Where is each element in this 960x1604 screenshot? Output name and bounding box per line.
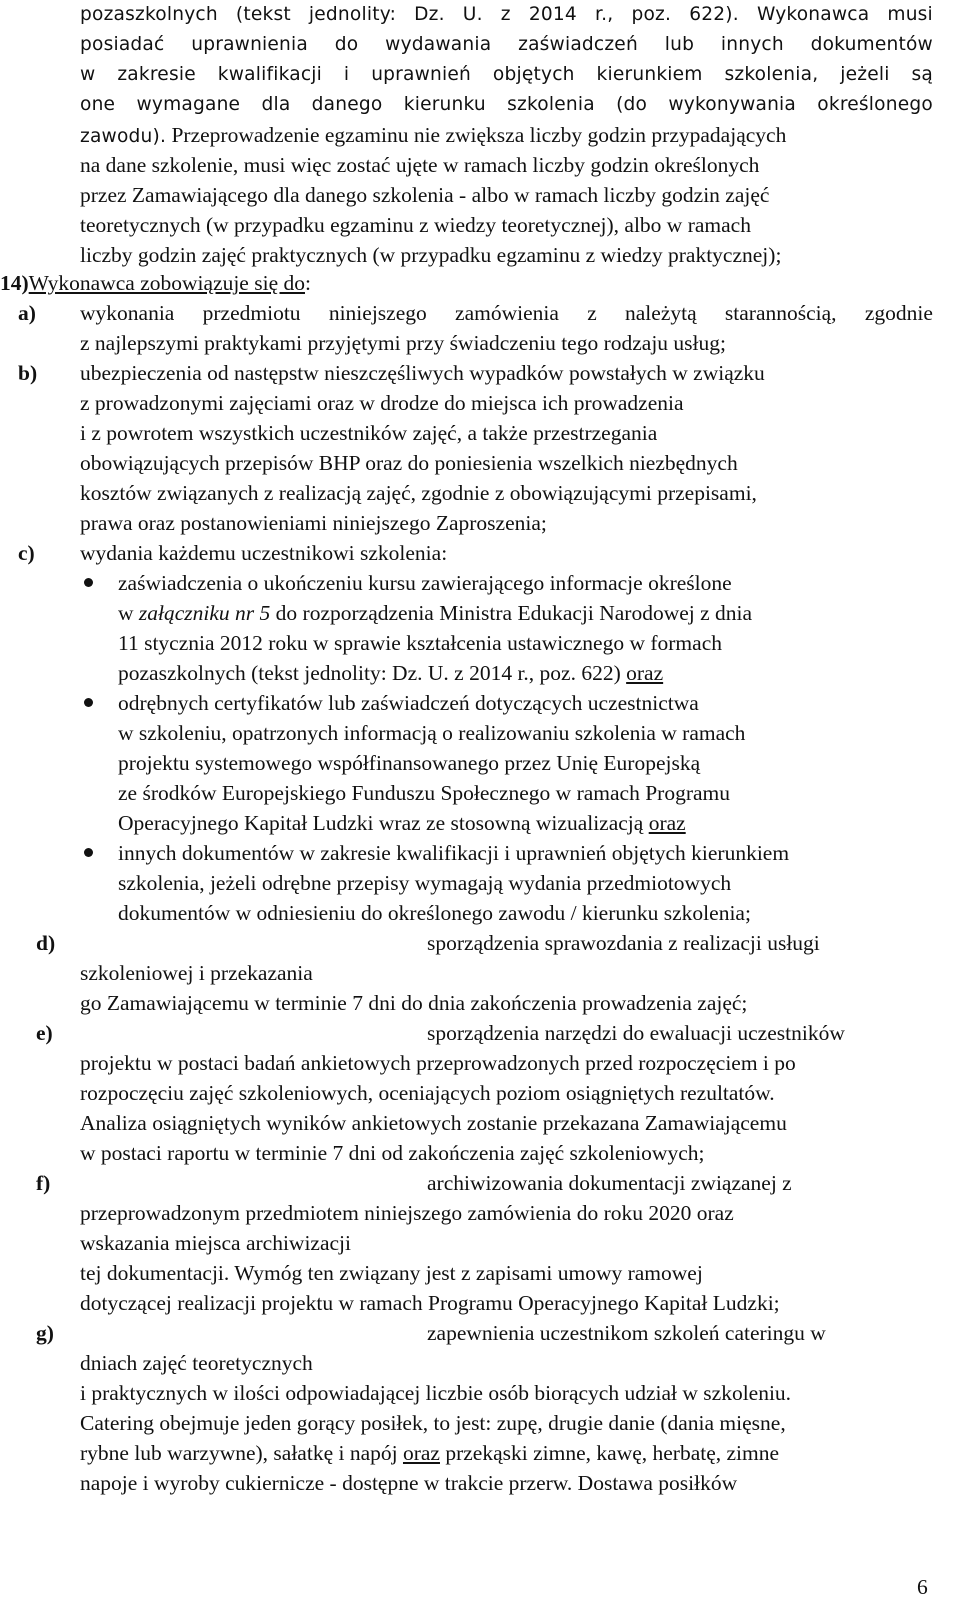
item-f-text: przeprowadzonym przedmiotem niniejszego zamówienia do roku 2020 oraz: [80, 1201, 734, 1225]
item-f-text: archiwizowania dokumentacji związanej z: [427, 1171, 792, 1195]
item-e-text: projektu w postaci badań ankietowych przeprowadzonych przed rozpoczęciem i po: [80, 1051, 796, 1075]
word: do: [334, 34, 359, 55]
item-marker-d: d): [36, 931, 56, 955]
word: (tekst: [235, 4, 291, 25]
section-label: Wykonawca zobowiązuje się do: [28, 271, 305, 295]
word: niniejszego: [328, 301, 427, 325]
item-marker-g: g): [36, 1321, 54, 1345]
word: szkolenia: [507, 94, 595, 115]
word: innych: [720, 34, 784, 55]
text-line: teoretycznych (w przypadku egzaminu z wiedzy teoretycznej), albo w ramach: [80, 213, 751, 237]
word: kierunkiem: [596, 64, 703, 85]
word: uprawnienia: [191, 34, 309, 55]
item-f-text: wskazania miejsca archiwizacji: [80, 1231, 351, 1255]
bullet-3-text: szkolenia, jeżeli odrębne przepisy wymagają wydania przedmiotowych: [118, 871, 732, 895]
item-e-text: w postaci raportu w terminie 7 dni od zakończenia zajęć szkoleniowych;: [80, 1141, 705, 1165]
bullet-icon: [84, 698, 93, 707]
word: danego: [311, 94, 383, 115]
word: określonego: [817, 94, 933, 115]
word: U.: [462, 4, 483, 25]
bullet-1-text: zaświadczenia o ukończeniu kursu zawierającego informacje określone: [118, 571, 732, 595]
word: r.,: [595, 4, 614, 25]
word: wykonywania: [668, 94, 797, 115]
bullet-2-text: projektu systemowego współfinansowanego przez Unię Europejską: [118, 751, 701, 775]
bullet-2-text: w szkoleniu, opatrzonych informacją o realizowaniu szkolenia w ramach: [118, 721, 746, 745]
word: zakresie: [117, 64, 196, 85]
word: dla: [261, 94, 291, 115]
item-g-text: i praktycznych w ilości odpowiadającej liczbie osób biorących udział w szkoleniu.: [80, 1381, 792, 1405]
word: lub: [664, 34, 695, 55]
item-marker-a: a): [18, 301, 36, 325]
word: jednolity:: [308, 4, 397, 25]
word: jeżeli: [840, 64, 890, 85]
item-b-text: kosztów związanych z realizacją zajęć, zgodnie z obowiązującymi przepisami,: [80, 481, 757, 505]
bullet-1-text: pozaszkolnych (tekst jednolity: Dz. U. z 2014 r., poz. 622) oraz: [118, 661, 664, 685]
word: zamówienia: [455, 301, 559, 325]
text-line: na dane szkolenie, musi więc zostać ujęte w ramach liczby godzin określonych: [80, 153, 760, 177]
item-b-text: i z powrotem wszystkich uczestników zajęć, a także przestrzegania: [80, 421, 658, 445]
item-marker-c: c): [18, 541, 35, 565]
word: Wykonawca: [756, 4, 870, 25]
item-g-text: Catering obejmuje jeden gorący posiłek, to jest: zupę, drugie danie (dania mięsne,: [80, 1411, 786, 1435]
bullet-2-text: odrębnych certyfikatów lub zaświadczeń dotyczących uczestnictwa: [118, 691, 699, 715]
word: Dz.: [414, 4, 445, 25]
word: starannością,: [724, 301, 837, 325]
item-g-text: zapewnienia uczestnikom szkoleń cateringu w: [427, 1321, 826, 1345]
word: dokumentów: [810, 34, 933, 55]
bullet-1-text: w załączniku nr 5 do rozporządzenia Ministra Edukacji Narodowej z dnia: [118, 601, 753, 625]
bullet-icon: [84, 578, 93, 587]
word: (do: [616, 94, 648, 115]
item-d-text: szkoleniowej i przekazania: [80, 961, 313, 985]
text-line: [80, 60, 933, 90]
item-g-text: napoje i wyroby cukiernicze - dostępne w trakcie przerw. Dostawa posiłków: [80, 1471, 738, 1495]
word: zgodnie: [864, 301, 933, 325]
word: należytą: [625, 301, 697, 325]
word: z: [500, 4, 511, 25]
item-e-text: sporządzenia narzędzi do ewaluacji uczestników: [427, 1021, 845, 1045]
word: w: [80, 64, 96, 85]
bullet-2-text: ze środków Europejskiego Funduszu Społecznego w ramach Programu: [118, 781, 731, 805]
section-colon: :: [304, 271, 311, 295]
word: objętych: [492, 64, 575, 85]
section-number: 14): [0, 271, 29, 295]
item-b-text: prawa oraz postanowieniami niniejszego Zaproszenia;: [80, 511, 547, 535]
bullet-3-text: innych dokumentów w zakresie kwalifikacji i uprawnień objętych kierunkiem: [118, 841, 790, 865]
item-b-text: z prowadzonymi zajęciami oraz w drodze do miejsca ich prowadzenia: [80, 391, 684, 415]
word: pozaszkolnych: [80, 4, 218, 25]
word: zaświadczeń: [518, 34, 638, 55]
word: 622).: [689, 4, 739, 25]
item-marker-e: e): [36, 1021, 53, 1045]
word: posiadać: [80, 34, 165, 55]
word: szkolenia,: [724, 64, 819, 85]
word: musi: [887, 4, 933, 25]
word: 2014: [528, 4, 577, 25]
text-line: [80, 30, 933, 60]
section-14-heading: [0, 268, 311, 298]
text-line: [80, 0, 933, 30]
item-c-intro: wydania każdemu uczestnikowi szkolenia:: [80, 541, 448, 565]
bullet-2-text: Operacyjnego Kapitał Ludzki wraz ze stosowną wizualizacją oraz: [118, 811, 686, 835]
item-marker-f: f): [36, 1171, 51, 1195]
word: one: [80, 94, 116, 115]
text-line: przez Zamawiającego dla danego szkolenia - albo w ramach liczby godzin zajęć: [80, 183, 770, 207]
item-d-text: go Zamawiającemu w terminie 7 dni do dnia zakończenia prowadzenia zajęć;: [80, 991, 748, 1015]
item-b-text: ubezpieczenia od następstw nieszczęśliwych wypadków powstałych w związku: [80, 361, 765, 385]
word: kierunku: [403, 94, 486, 115]
item-e-text: Analiza osiągniętych wyników ankietowych zostanie przekazana Zamawiającemu: [80, 1111, 787, 1135]
word: wydawania: [385, 34, 492, 55]
text-line: zawodu). Przeprowadzenie egzaminu nie zwiększa liczby godzin przypadających: [80, 123, 787, 147]
item-d-text: sporządzenia sprawozdania z realizacji usługi: [427, 931, 820, 955]
word: poz.: [631, 4, 672, 25]
bullet-3-text: dokumentów w odniesieniu do określonego zawodu / kierunku szkolenia;: [118, 901, 751, 925]
bullet-icon: [84, 848, 93, 857]
bullet-1-text: 11 stycznia 2012 roku w sprawie kształcenia ustawicznego w formach: [118, 631, 722, 655]
item-g-text: dniach zajęć teoretycznych: [80, 1351, 313, 1375]
word: wykonania: [80, 301, 175, 325]
word: uprawnień: [371, 64, 471, 85]
text-line: [80, 90, 933, 120]
word: przedmiotu: [202, 301, 301, 325]
item-marker-b: b): [18, 361, 38, 385]
item-f-text: dotyczącej realizacji projektu w ramach Programu Operacyjnego Kapitał Ludzki;: [80, 1291, 780, 1315]
item-g-text: rybne lub warzywne), sałatkę i napój oraz przekąski zimne, kawę, herbatę, zimne: [80, 1441, 780, 1465]
item-b-text: obowiązujących przepisów BHP oraz do poniesienia wszelkich niezbędnych: [80, 451, 738, 475]
item-e-text: rozpoczęciu zajęć szkoleniowych, oceniających poziom osiągniętych rezultatów.: [80, 1081, 775, 1105]
item-f-text: tej dokumentacji. Wymóg ten związany jest z zapisami umowy ramowej: [80, 1261, 703, 1285]
item-a-text: z najlepszymi praktykami przyjętymi przy świadczeniu tego rodzaju usług;: [80, 331, 726, 355]
word: z: [587, 301, 597, 325]
page-number: 6: [917, 1575, 928, 1599]
word: wymagane: [136, 94, 241, 115]
item-a-text: [80, 298, 933, 328]
word: są: [911, 64, 933, 85]
text-line: liczby godzin zajęć praktycznych (w przypadku egzaminu z wiedzy praktycznej);: [80, 243, 782, 267]
word: kwalifikacji: [217, 64, 322, 85]
word: i: [343, 64, 350, 85]
